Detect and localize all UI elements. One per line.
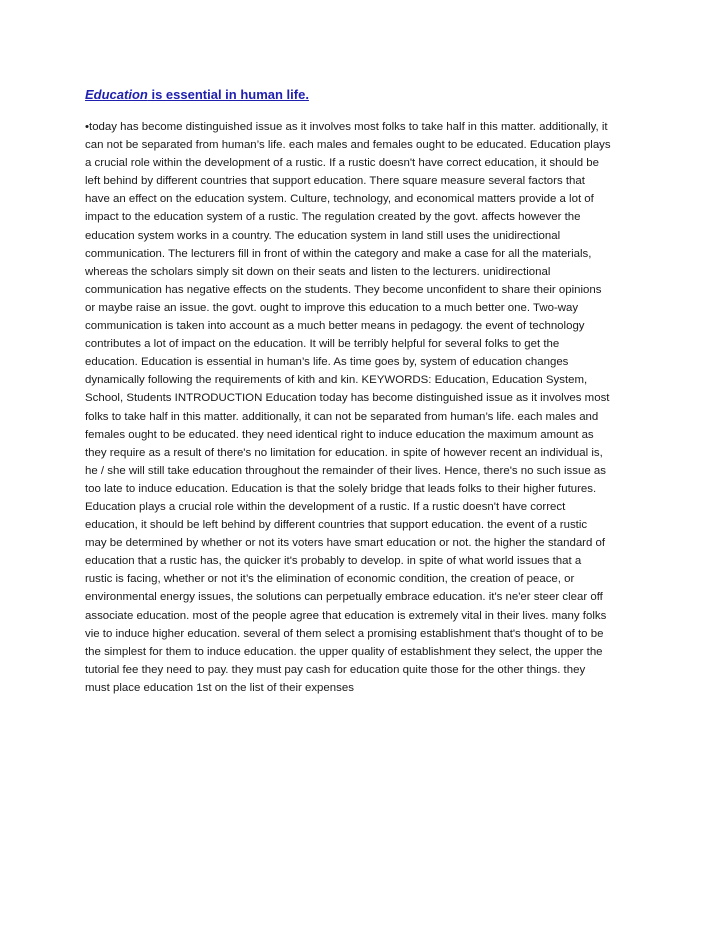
line-text: too late to induce education. Education is that the solely bridge that leads folks to their higher futures. [85,482,597,495]
paragraph-line [85,227,637,245]
line-text: have an effect on the education system. Culture, technology, and economical matters provide a lot of [85,193,594,206]
line-text: today has become distinguished issue as it involves most folks to take half in this matter. additionally, it [89,121,608,133]
paragraph-line [85,426,637,444]
paragraph-line [85,245,637,263]
line-text: communication is taken into account as a much better means in pedagogy. the event of technology [85,320,585,333]
line-text: education that a rustic has, the quicker it's probably to develop. in spite of what world issues that a [85,555,582,568]
line-text: environmental energy issues, the solutions can perpetually embrace education. it's ne'er steer clear off [85,591,603,604]
line-text: must place education 1st on the list of their expenses [85,681,354,694]
paragraph-line [85,154,637,172]
paragraph-line [85,661,637,679]
paragraph-line [85,353,637,371]
body-paragraph [85,118,637,697]
line-text: contributes a lot of impact on the education. It will be terribly helpful for several folks to get the [85,338,560,351]
line-text: rustic is facing, whether or not it’s the elimination of economic condition, the creation of peace, or [85,573,575,586]
line-text: impact to the education system of a rustic. The regulation created by the govt. affects however the [85,211,581,224]
paragraph-line [85,136,637,154]
title-emphasis: Education [85,87,148,102]
paragraph-line [85,208,637,226]
paragraph-line [85,462,637,480]
paragraph-line [85,317,637,335]
line-text: communication. The lecturers fill in front of within the category and make a case for all the materials, [85,247,592,260]
line-text: may be determined by whether or not its voters have smart education or not. the higher the standard of [85,537,606,550]
paragraph-line [85,570,637,588]
line-text: School, Students INTRODUCTION Education today has become distinguished issue as it involves most [85,392,610,405]
line-text: they require as a result of there's no limitation for education. in spite of however recent an individual is, [85,446,603,459]
title-rest: is essential in human life. [147,87,309,102]
line-text: education, it should be left behind by different countries that support education. the event of a rustic [85,519,588,532]
paragraph-line [85,281,637,299]
paragraph-line [85,643,637,661]
paragraph-line [85,190,637,208]
paragraph-line [85,444,637,462]
line-text: vie to induce higher education. several of them select a promising establishment that's thought of to be [85,627,604,640]
paragraph-line [85,607,637,625]
line-text: females ought to be educated. they need identical right to induce education the maximum amount as [85,428,594,441]
line-text: dynamically following the requirements of kith and kin. KEYWORDS: Education, Education System, [85,374,588,387]
document-page [85,86,637,697]
line-text: the simplest for them to induce education. the upper quality of establishment they select, the upper the [85,645,603,658]
line-text: left behind by different countries that support education. There square measure several factors that [85,175,585,188]
line-text: can not be separated from human’s life. each males and females ought to be educated. Education plays [85,139,611,152]
paragraph-line [85,172,637,190]
paragraph-line [85,534,637,552]
paragraph-line [85,588,637,606]
line-text: folks to take half in this matter. additionally, it can not be separated from human’s life. each males and [85,410,599,423]
line-text: education. Education is essential in human’s life. As time goes by, system of education changes [85,356,569,369]
line-text: tutorial fee they need to pay. they must pay cash for education quite those for the other things. they [85,663,586,676]
paragraph-line [85,408,637,426]
paragraph-line [85,480,637,498]
line-text: Education plays a crucial role within the development of a rustic. If a rustic doesn't have correct [85,500,566,513]
paragraph-line [85,498,637,516]
paragraph-line [85,389,637,407]
paragraph-line [85,335,637,353]
bullet-icon: • [85,121,90,133]
paragraph-line [85,625,637,643]
paragraph-line [85,299,637,317]
paragraph-line [85,516,637,534]
line-text: education system works in a country. The education system in land still uses the unidirectional [85,229,561,242]
line-text: or maybe raise an issue. the govt. ought to improve this education to a much better one. Two-way [85,301,579,314]
document-title [85,86,637,104]
paragraph-line [85,118,637,136]
line-text: communication has negative effects on the students. They become unconfident to share their opinions [85,283,602,296]
line-text: whereas the scholars simply sit down on their seats and listen to the lecturers. unidirectional [85,265,551,278]
paragraph-line [85,263,637,281]
paragraph-line [85,679,637,697]
line-text: he / she will still take education throughout the remainder of their lives. Hence, there's no such issue as [85,464,606,477]
line-text: associate education. most of the people agree that education is extremely vital in their lives. many folks [85,609,607,622]
paragraph-line [85,371,637,389]
paragraph-line [85,552,637,570]
line-text: a crucial role within the development of a rustic. If a rustic doesn't have correct education, it should be [85,157,599,170]
